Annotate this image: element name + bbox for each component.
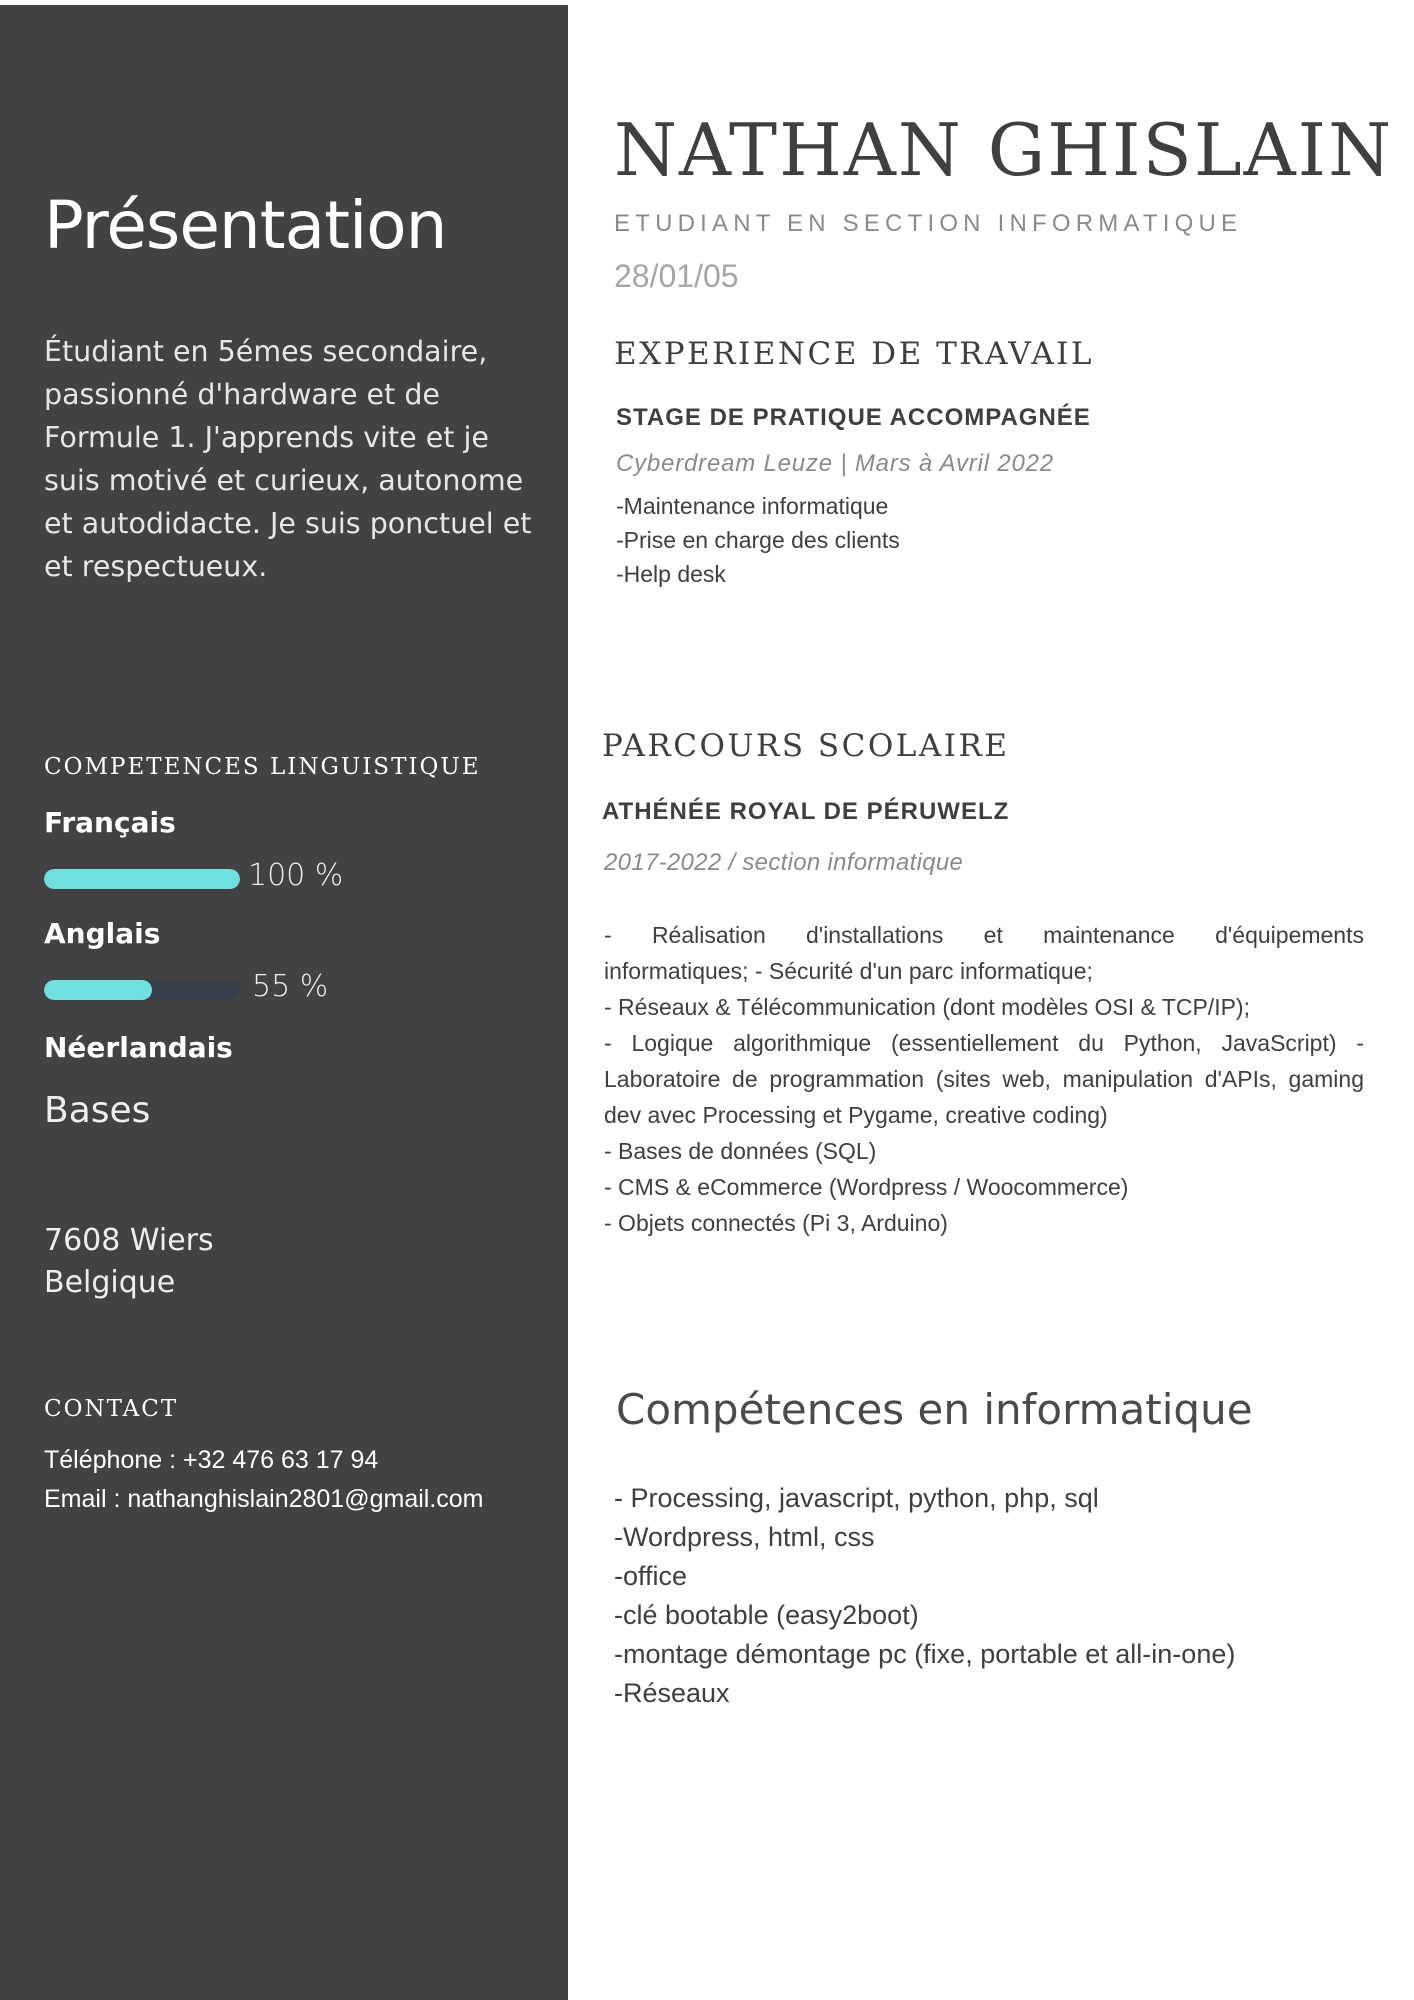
list-item: - Processing, javascript, python, php, sql [614,1483,1099,1513]
education-line: - Bases de données (SQL) [604,1138,877,1164]
experience-list [616,489,900,591]
education-line: - Logique algorithmique (essentiellement du Python, JavaScript) - Laboratoire de programmation (sites web, manipulation d'APIs, gaming dev avec Processing et Pygame, creative coding) [604,1030,1364,1128]
language-bar-english [44,980,240,1000]
list-item: -clé bootable (easy2boot) [614,1600,919,1630]
address [44,1220,214,1304]
address-line-1: 7608 Wiers [44,1223,214,1258]
language-level-french: 100 % [248,858,344,893]
list-item: -Wordpress, html, css [614,1522,875,1552]
language-level-dutch: Bases [44,1090,151,1131]
sidebar [0,5,568,2000]
education-heading: PARCOURS SCOLAIRE [602,728,1010,764]
presentation-summary: Étudiant en 5émes secondaire, passionné d'hardware et de Formule 1. J'apprends vite et je suis motivé et curieux, autonome et autodidacte. Je suis ponctuel et et respectueux. [44,335,532,583]
list-item: -Prise en charge des clients [616,527,900,553]
language-bar-french [44,869,240,889]
contact-heading: CONTACT [44,1396,179,1422]
list-item: -montage démontage pc (fixe, portable et all-in-one) [614,1639,1236,1669]
list-item: -Maintenance informatique [616,493,889,519]
address-line-2: Belgique [44,1265,176,1300]
person-name: NATHAN GHISLAIN [614,108,1394,192]
list-item: -Réseaux [614,1678,730,1708]
birth-date: 28/01/05 [614,258,739,294]
education-meta: 2017-2022 / section informatique [604,849,964,876]
education-line: - Objets connectés (Pi 3, Arduino) [604,1210,948,1236]
education-school: ATHÉNÉE ROYAL DE PÉRUWELZ [602,798,1010,825]
experience-meta: Cyberdream Leuze | Mars à Avril 2022 [616,450,1054,477]
education-line: - Réalisation d'installations et maintenance d'équipements [604,922,1364,948]
education-line: - Réseaux & Télécommunication (dont modèles OSI & TCP/IP); [604,994,1250,1020]
language-name-english: Anglais [44,917,161,950]
list-item: -office [614,1561,688,1591]
contact-phone: Téléphone : +32 476 63 17 94 [44,1446,379,1474]
education-line: - CMS & eCommerce (Wordpress / Woocommerce) [604,1174,1129,1200]
skills-list [614,1479,1235,1713]
person-subtitle: ETUDIANT EN SECTION INFORMATIQUE [614,210,1243,237]
language-bar-fill-english [44,980,152,1000]
skills-heading: Compétences en informatique [616,1385,1253,1434]
list-item: -Help desk [616,561,726,587]
language-bar-fill-french [44,869,240,889]
contact-email: Email : nathanghislain2801@gmail.com [44,1485,484,1513]
education-description [604,917,1364,1241]
language-level-english: 55 % [252,969,329,1004]
experience-title: STAGE DE PRATIQUE ACCOMPAGNÉE [616,404,1091,431]
experience-heading: EXPERIENCE DE TRAVAIL [614,336,1094,372]
presentation-title: Présentation [44,187,447,264]
language-name-french: Français [44,806,176,839]
languages-heading: COMPETENCES LINGUISTIQUE [44,754,481,780]
language-name-dutch: Néerlandais [44,1031,233,1064]
education-line: informatiques; - Sécurité d'un parc informatique; [604,958,1093,984]
